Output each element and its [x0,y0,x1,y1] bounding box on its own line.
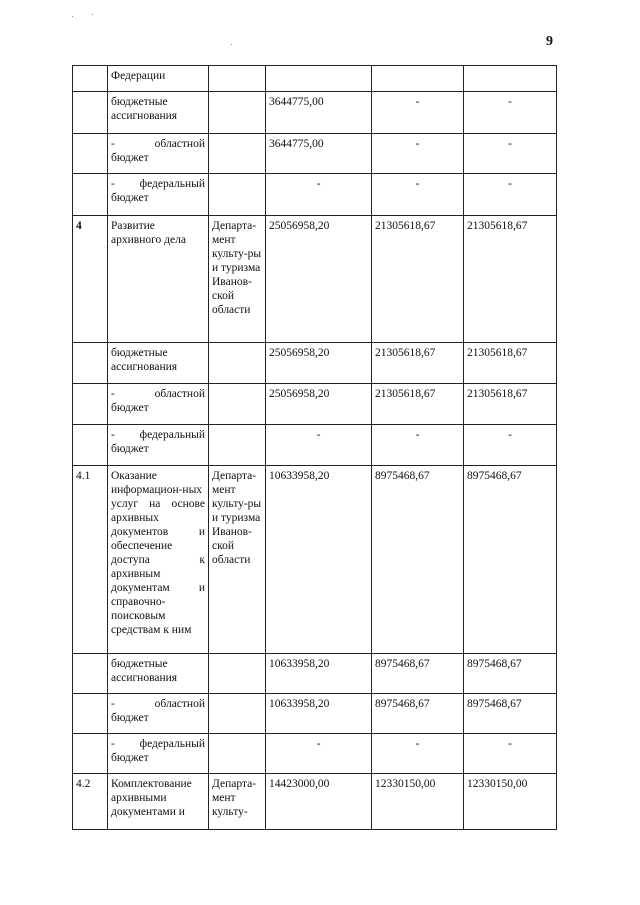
row-name: бюджетные ассигнования [108,654,209,694]
table-row [73,92,557,134]
row-value-3: - [464,174,557,216]
row-executor: Департа-мент культу-ры и туризма Иванов-ской области [209,466,266,654]
row-index [73,174,108,216]
row-name: Комплектование архивными документами и [108,774,209,830]
row-executor [209,66,266,92]
row-value-1: 3644775,00 [266,134,372,174]
page-number: 9 [546,34,553,49]
row-name: - областной бюджет [108,384,209,425]
table-row [73,216,557,343]
row-index [73,134,108,174]
table-row [73,66,557,92]
row-name: Развитие архивного дела [108,216,209,343]
row-value-3: 8975468,67 [464,466,557,654]
row-name: - федеральный бюджет [108,174,209,216]
row-executor [209,654,266,694]
table-row [73,384,557,425]
row-index [73,694,108,734]
row-name: - областной бюджет [108,134,209,174]
budget-table [72,65,557,830]
table-row [73,425,557,466]
row-value-1: 14423000,00 [266,774,372,830]
row-value-3: 8975468,67 [464,654,557,694]
row-name: Федерации [108,66,209,92]
row-value-1: - [266,174,372,216]
row-value-2: - [372,174,464,216]
row-executor [209,694,266,734]
row-name: - федеральный бюджет [108,425,209,466]
scan-speck [92,14,93,15]
row-executor: Департа-мент культу- [209,774,266,830]
row-index: 4.2 [73,774,108,830]
row-value-2: 21305618,67 [372,384,464,425]
row-value-2: 8975468,67 [372,466,464,654]
row-value-2: 12330150,00 [372,774,464,830]
row-value-2: - [372,134,464,174]
row-value-2: 21305618,67 [372,343,464,384]
table-row [73,694,557,734]
row-executor: Департа-мент культу-ры и туризма Иванов-ской области [209,216,266,343]
row-value-2 [372,66,464,92]
row-value-3: - [464,134,557,174]
row-value-1: 25056958,20 [266,343,372,384]
scan-speck [231,44,232,45]
row-index [73,92,108,134]
row-executor [209,343,266,384]
row-value-1: 25056958,20 [266,384,372,425]
row-value-1 [266,66,372,92]
row-value-3: 12330150,00 [464,774,557,830]
row-index [73,654,108,694]
scan-speck [72,16,73,17]
row-name: Оказание информацион-ных услуг на основе архивных документов и обеспечение доступа к архивным документам и справочно-поисковым средствам к ним [108,466,209,654]
row-value-3: 21305618,67 [464,343,557,384]
table-row [73,174,557,216]
row-value-2: - [372,425,464,466]
table-row [73,654,557,694]
row-index [73,343,108,384]
row-value-1: 3644775,00 [266,92,372,134]
row-value-3: - [464,92,557,134]
row-value-1: 25056958,20 [266,216,372,343]
row-value-1: 10633958,20 [266,694,372,734]
row-value-3: 21305618,67 [464,216,557,343]
row-name: - областной бюджет [108,694,209,734]
row-index [73,384,108,425]
row-value-1: 10633958,20 [266,466,372,654]
row-executor [209,134,266,174]
row-index [73,734,108,774]
row-name: - федеральный бюджет [108,734,209,774]
row-executor [209,425,266,466]
row-index: 4.1 [73,466,108,654]
row-value-2: - [372,734,464,774]
row-name: бюджетные ассигнования [108,343,209,384]
row-value-3: - [464,734,557,774]
row-value-2: - [372,92,464,134]
row-executor [209,384,266,425]
row-value-3 [464,66,557,92]
row-value-2: 21305618,67 [372,216,464,343]
row-value-2: 8975468,67 [372,654,464,694]
row-executor [209,734,266,774]
table-row [73,734,557,774]
row-value-1: - [266,734,372,774]
row-executor [209,92,266,134]
row-executor [209,174,266,216]
row-value-1: 10633958,20 [266,654,372,694]
table-row [73,466,557,654]
row-value-1: - [266,425,372,466]
row-name: бюджетные ассигнования [108,92,209,134]
table-row [73,774,557,830]
row-value-3: 8975468,67 [464,694,557,734]
row-value-2: 8975468,67 [372,694,464,734]
table-row [73,343,557,384]
row-index: 4 [73,216,108,343]
row-index [73,66,108,92]
row-value-3: 21305618,67 [464,384,557,425]
table-row [73,134,557,174]
row-index [73,425,108,466]
row-value-3: - [464,425,557,466]
